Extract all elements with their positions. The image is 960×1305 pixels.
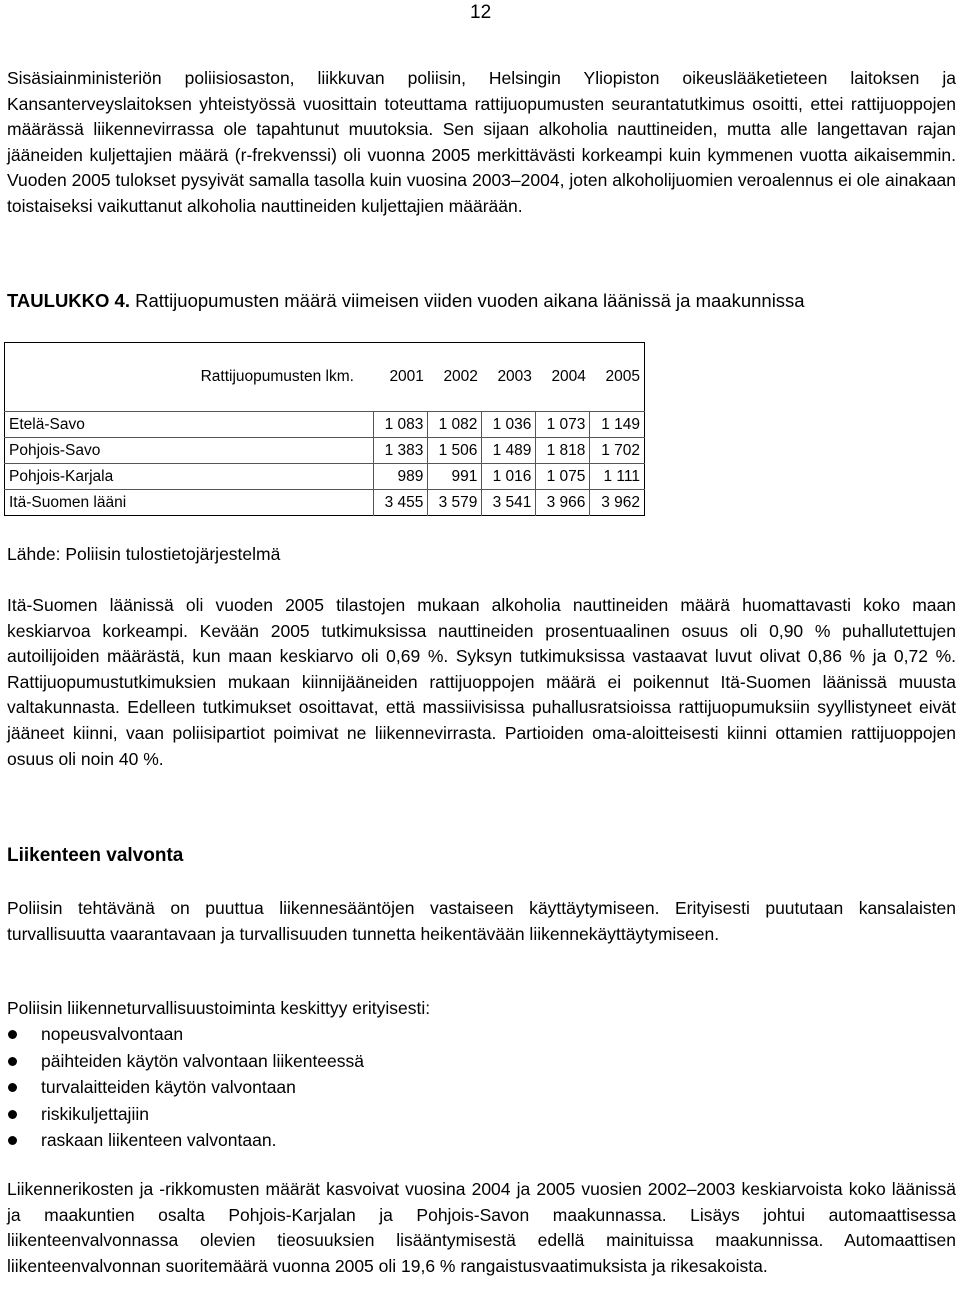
table-header-label: Rattijuopumusten lkm. xyxy=(200,368,354,385)
list-item xyxy=(7,1021,364,1048)
year-header: 2002 xyxy=(443,368,478,385)
list-item xyxy=(7,1101,364,1128)
focus-list xyxy=(7,1021,364,1154)
year-header: 2005 xyxy=(605,368,640,385)
list-intro: Poliisin liikenneturvallisuustoiminta keskittyy erityisesti: xyxy=(7,998,431,1018)
dui-statistics-table xyxy=(4,342,645,516)
bullet-icon xyxy=(8,1136,17,1145)
table-cell: 3 455 xyxy=(374,490,428,516)
table-caption xyxy=(7,290,805,312)
table-cell: 1 383 xyxy=(374,438,428,464)
list-item-text: riskikuljettajiin xyxy=(41,1103,149,1124)
table-cell: 1 082 xyxy=(428,412,482,438)
table-cell: 989 xyxy=(374,464,428,490)
paragraph-2: Itä-Suomen läänissä oli vuoden 2005 tilastojen mukaan alkoholia nauttineiden määrä huomattavasti koko maan keskiarvoa korkeampi. Kevään 2005 tutkimuksissa nauttineiden prosentuaalinen osuus oli 0,90 % puhallutettujen autoilijoiden määrästä, kun maan keskiarvo oli 0,69 %. Syksyn tutkimuksissa vastaavat luvut olivat 0,86 % ja 0,72 %. Rattijuopumustutkimuksien mukaan kiinnijääneiden rattijuoppojen määrä ei poikennut Itä-Suomen läänissä muusta valtakunnasta. Edelleen tutkimukset osoittavat, että massiivisissa puhallusratsioissa rattijuopumuksiin syyllistyneet eivät jääneet kiinni, vaan poliisipartiot poimivat ne liikennevirrasta. Partioiden oma-aloitteisesti kiinni ottamien rattijuoppojen osuus oli noin 40 %. xyxy=(7,595,956,769)
bullet-icon xyxy=(8,1030,17,1039)
table-cell: 1 036 xyxy=(482,412,536,438)
table-row xyxy=(5,464,645,490)
bullet-icon xyxy=(8,1083,17,1092)
table-caption-text: Rattijuopumusten määrä viimeisen viiden vuoden aikana läänissä ja maakunnissa xyxy=(130,290,805,311)
region-name: Etelä-Savo xyxy=(5,412,374,438)
table-cell: 1 075 xyxy=(536,464,590,490)
list-item xyxy=(7,1048,364,1075)
table-cell: 1 506 xyxy=(428,438,482,464)
table-cell: 991 xyxy=(428,464,482,490)
table-cell: 1 489 xyxy=(482,438,536,464)
table-header-row xyxy=(5,343,645,412)
table-cell: 1 016 xyxy=(482,464,536,490)
table-cell: 1 111 xyxy=(590,464,645,490)
source-note: Lähde: Poliisin tulostietojärjestelmä xyxy=(7,544,281,564)
year-header: 2001 xyxy=(389,368,424,385)
paragraph-3: Poliisin tehtävänä on puuttua liikennesääntöjen vastaiseen käyttäytymiseen. Erityisesti puututaan kansalaisten turvallisuutta vaarantavaan ja turvallisuuden tunnetta heikentävään liikennekäyttäytymiseen. xyxy=(7,898,956,944)
table-caption-label: TAULUKKO 4. xyxy=(7,290,130,311)
bullet-icon xyxy=(8,1057,17,1066)
table-cell: 3 966 xyxy=(536,490,590,516)
table-row xyxy=(5,438,645,464)
bullet-icon xyxy=(8,1110,17,1119)
table-cell: 3 541 xyxy=(482,490,536,516)
list-item-text: nopeusvalvontaan xyxy=(41,1024,184,1044)
table-cell: 3 962 xyxy=(590,490,645,516)
year-header: 2004 xyxy=(551,368,586,385)
section-heading: Liikenteen valvonta xyxy=(7,845,184,866)
region-name: Itä-Suomen lääni xyxy=(5,490,374,516)
table-cell: 3 579 xyxy=(428,490,482,516)
list-item-text: päihteiden käytön valvontaan liikenteessä xyxy=(41,1050,364,1071)
year-header: 2003 xyxy=(497,368,532,385)
region-name: Pohjois-Karjala xyxy=(5,464,374,490)
table-row xyxy=(5,412,645,438)
table-cell: 1 818 xyxy=(536,438,590,464)
table-cell: 1 149 xyxy=(590,412,645,438)
list-item-text: raskaan liikenteen valvontaan. xyxy=(41,1130,277,1150)
region-name: Pohjois-Savo xyxy=(5,438,374,464)
list-item xyxy=(7,1127,364,1154)
list-item xyxy=(7,1074,364,1101)
list-item-text: turvalaitteiden käytön valvontaan xyxy=(41,1077,296,1097)
table-cell: 1 702 xyxy=(590,438,645,464)
table-row xyxy=(5,490,645,516)
paragraph-4: Liikennerikosten ja -rikkomusten määrät kasvoivat vuosina 2004 ja 2005 vuosien 2002–2003 keskiarvoista koko läänissä ja maakuntien osalta Pohjois-Karjalan ja Pohjois-Savon maakunnassa. Lisäys johtui automaattisessa liikenteenvalvonnassa olevien tieosuuksien lisääntymisestä edellä mainituissa maakunnissa. Automaattisen liikenteenvalvonnan suoritemäärä vuonna 2005 oli 19,6 % rangaistusvaatimuksista ja rikesakoista. xyxy=(7,1179,956,1276)
page-number: 12 xyxy=(470,2,492,23)
table-cell: 1 083 xyxy=(374,412,428,438)
table-cell: 1 073 xyxy=(536,412,590,438)
intro-paragraph: Sisäsiainministeriön poliisiosaston, liikkuvan poliisin, Helsingin Yliopiston oikeuslääketieteen laitoksen ja Kansanterveyslaitoksen yhteistyössä vuosittain toteuttama rattijuopumusten seurantatutkimus osoitti, ettei rattijuoppojen määrässä liikennevirrassa ole tapahtunut muutoksia. Sen sijaan alkoholia nauttineiden, mutta alle langettavan rajan jääneiden kuljettajien määrä (r-frekvenssi) oli vuonna 2005 merkittävästi korkeampi kuin kymmenen vuotta aikaisemmin. Vuoden 2005 tulokset pysyivät samalla tasolla kuin vuosina 2003–2004, joten alkoholijuomien veroalennus ei ole ainakaan toistaiseksi vaikuttanut alkoholia nauttineiden kuljettajien määrään. xyxy=(7,68,956,216)
